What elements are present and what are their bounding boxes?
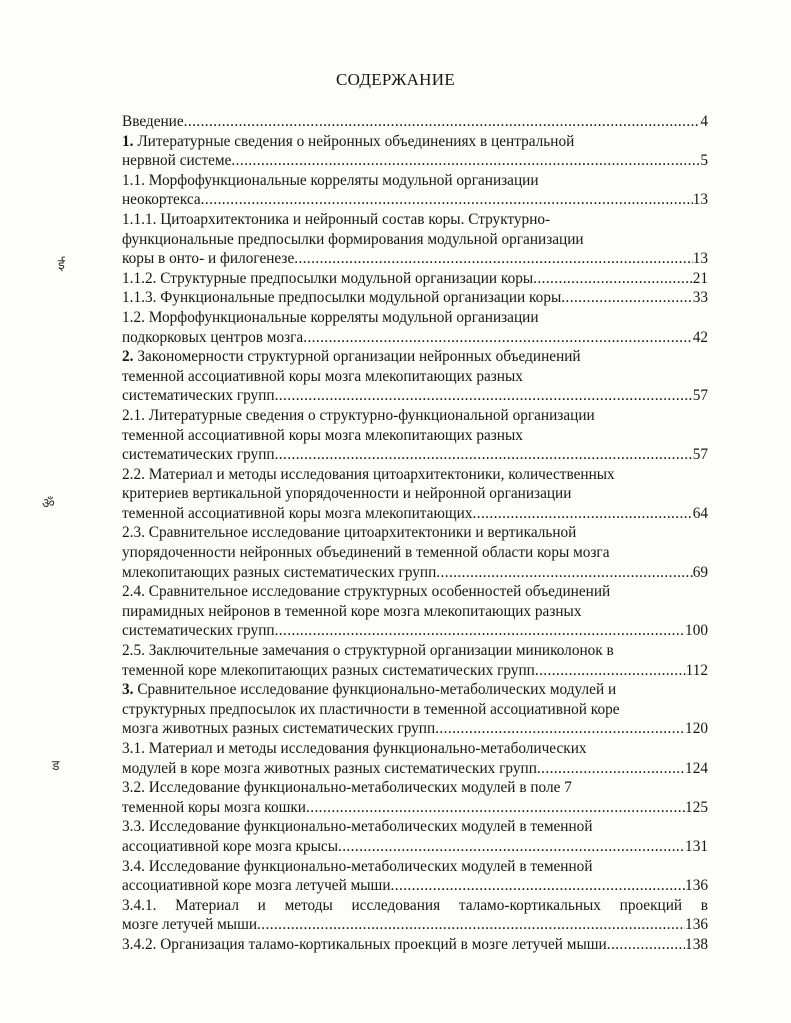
dot-leader <box>535 661 686 681</box>
toc-entry[interactable] <box>122 739 708 778</box>
toc-entry-title: теменной коре млекопитающих разных систематических групп <box>122 661 535 679</box>
dot-leader <box>303 328 692 348</box>
dot-leader <box>561 288 692 308</box>
toc-entry-line: 3.4.1. Материал и методы исследования таламо-кортикальных проекций в <box>122 896 708 914</box>
toc-entry-line: теменной ассоциативной коры мозга млекопитающих разных <box>122 367 523 385</box>
dot-leader <box>184 112 701 132</box>
toc-entry[interactable] <box>122 406 708 465</box>
toc-entry-line: 3.3. Исследование функционально-метаболических модулей в теменной <box>122 818 593 836</box>
toc-page-number: 4 <box>700 113 708 130</box>
dot-leader <box>533 269 693 289</box>
toc-entry-number: 3. <box>122 681 134 699</box>
toc-entry-title: систематических групп <box>122 622 275 640</box>
dot-leader <box>306 798 685 818</box>
toc-page-number: 13 <box>692 250 708 268</box>
toc-entry-title: систематических групп <box>122 387 275 405</box>
dot-leader <box>275 621 685 641</box>
dot-leader <box>275 386 693 406</box>
toc-entry-line: 1.2. Морфофункциональные корреляты модульной организации <box>122 308 539 326</box>
toc-entry-line: теменной ассоциативной коры мозга млекопитающих разных <box>122 426 523 444</box>
toc-entry-line: 2.2. Материал и методы исследования цитоархитектоники, количественных <box>122 465 615 483</box>
toc-entry-line: 1. Литературные сведения о нейронных объединениях в центральной <box>122 132 575 150</box>
toc-entry[interactable] <box>122 465 708 524</box>
toc-entry-line: 3.1. Материал и методы исследования функционально-метаболических <box>122 740 587 757</box>
toc-entry-title: модулей в коре мозга животных разных систематических групп <box>122 759 537 777</box>
toc-page-number: 136 <box>685 916 708 934</box>
toc-entry-title: ассоциативной коре мозга крысы <box>122 837 338 855</box>
toc-entry-title: систематических групп <box>122 446 275 464</box>
toc-entry-title: коры в онто- и филогенезе <box>122 250 295 268</box>
toc-entry-line: 2.3. Сравнительное исследование цитоархитектоники и вертикальной <box>122 524 577 542</box>
toc-entry[interactable] <box>122 582 708 641</box>
toc-page-number: 120 <box>685 720 708 738</box>
toc-entry[interactable] <box>122 523 708 582</box>
toc-entry-number: 1. <box>122 132 134 150</box>
toc-entry-line: 2.1. Литературные сведения о структурно-функциональной организации <box>122 406 595 424</box>
toc-page-number: 57 <box>692 387 708 405</box>
toc-entry-line: 1.1. Морфофункциональные корреляты модульной организации <box>122 171 539 189</box>
toc-entry-line: критериев вертикальной упорядоченности и нейронной организации <box>122 485 572 503</box>
dot-leader <box>257 915 685 935</box>
dot-leader <box>338 837 685 857</box>
toc-entry[interactable] <box>122 347 708 406</box>
margin-mark: ड <box>52 759 60 774</box>
toc-entry-line: 1.1.1. Цитоархитектоника и нейронный состав коры. Структурно- <box>122 210 551 228</box>
toc-entry-line: 2.5. Заключительные замечания о структурной организации миниколонок в <box>122 642 614 660</box>
dot-leader <box>473 504 693 524</box>
toc-entry-title: теменной ассоциативной коры мозга млекопитающих <box>122 504 473 522</box>
toc-page-number: 21 <box>692 269 708 287</box>
toc-entry-line: пирамидных нейронов в теменной коре мозга млекопитающих разных <box>122 602 582 620</box>
toc-entry-title: нервной системе <box>122 152 232 170</box>
margin-mark: ॐ <box>42 497 55 512</box>
toc-entry-title: 1.1.3. Функциональные предпосылки модульной организации коры <box>122 289 562 307</box>
dot-leader <box>436 563 692 583</box>
toc-page-number: 100 <box>685 622 708 640</box>
dot-leader <box>607 935 685 955</box>
toc-page-number: 42 <box>692 328 708 346</box>
toc-entry-title: мозге летучей мыши <box>122 916 258 934</box>
toc-entry[interactable] <box>122 857 708 896</box>
toc-entry-number: 2. <box>122 348 134 366</box>
dot-leader <box>391 876 686 896</box>
toc-entry-title: Введение <box>122 113 184 130</box>
dot-leader <box>231 151 700 171</box>
dot-leader <box>294 249 692 269</box>
toc-entry-line: 3.2. Исследование функционально-метаболических модулей в поле 7 <box>122 779 572 797</box>
margin-mark: ई <box>58 258 65 273</box>
toc-entry-title: 3.4.2. Организация таламо-кортикальных проекций в мозге летучей мыши <box>122 935 607 953</box>
toc-entry[interactable] <box>122 817 708 856</box>
toc-entry-title: ассоциативной коре мозга летучей мыши <box>122 877 391 895</box>
toc-page-number: 33 <box>692 289 708 307</box>
toc-entry[interactable] <box>122 269 708 289</box>
toc-entry[interactable] <box>122 308 708 347</box>
toc-entry-line: 2. Закономерности структурной организации нейронных объединений <box>122 348 581 366</box>
toc-entry-line: 2.4. Сравнительное исследование структурных особенностей объединений <box>122 583 611 601</box>
toc-entry-title: теменной коры мозга кошки <box>122 798 306 816</box>
dot-leader <box>537 759 685 779</box>
toc-entry[interactable] <box>122 896 708 935</box>
page-title: СОДЕРЖАНИЕ <box>335 70 456 89</box>
toc-entry-line: упорядоченности нейронных объединений в теменной области коры мозга <box>122 544 610 562</box>
toc-page-number: 124 <box>685 759 708 777</box>
toc-page-number: 112 <box>685 661 708 679</box>
toc-page-number: 131 <box>685 837 708 855</box>
toc-entry-line: 3.4. Исследование функционально-метаболических модулей в теменной <box>122 857 593 875</box>
toc-entry-title: подкорковых центров мозга <box>122 328 304 346</box>
dot-leader <box>201 190 693 210</box>
toc-page-number: 5 <box>700 152 708 170</box>
toc-entry[interactable] <box>122 171 708 210</box>
toc-entry[interactable] <box>122 288 708 308</box>
dot-leader <box>435 719 685 739</box>
toc-page-number: 69 <box>692 563 708 581</box>
toc-entry-title: неокортекса <box>122 191 201 209</box>
toc-page-number: 57 <box>692 446 708 464</box>
toc-entry-title: мозга животных разных систематических групп <box>122 720 436 738</box>
toc-entry[interactable] <box>122 680 708 739</box>
toc-entry-line: функциональные предпосылки формирования модульной организации <box>122 230 584 248</box>
toc-page-number: 13 <box>692 191 708 209</box>
toc-entry[interactable] <box>122 935 708 955</box>
dot-leader <box>275 445 693 465</box>
toc-entry-line: структурных предпосылок их пластичности в теменной ассоциативной коре <box>122 700 620 718</box>
toc-entry[interactable] <box>122 778 708 817</box>
toc-entry[interactable] <box>122 210 708 269</box>
toc-entry[interactable] <box>122 641 708 680</box>
toc-entry-line: 3. Сравнительное исследование функционально-метаболических модулей и <box>122 681 617 699</box>
toc-page-number: 64 <box>692 504 708 522</box>
toc-entry-title: млекопитающих разных систематических групп <box>122 563 437 581</box>
table-of-contents <box>122 112 708 955</box>
toc-page-number: 138 <box>685 935 708 953</box>
toc-page-number: 125 <box>685 798 708 816</box>
toc-page-number: 136 <box>685 877 708 895</box>
toc-entry-title: 1.1.2. Структурные предпосылки модульной организации коры <box>122 269 534 287</box>
toc-entry[interactable] <box>122 112 708 132</box>
toc-entry[interactable] <box>122 132 708 171</box>
